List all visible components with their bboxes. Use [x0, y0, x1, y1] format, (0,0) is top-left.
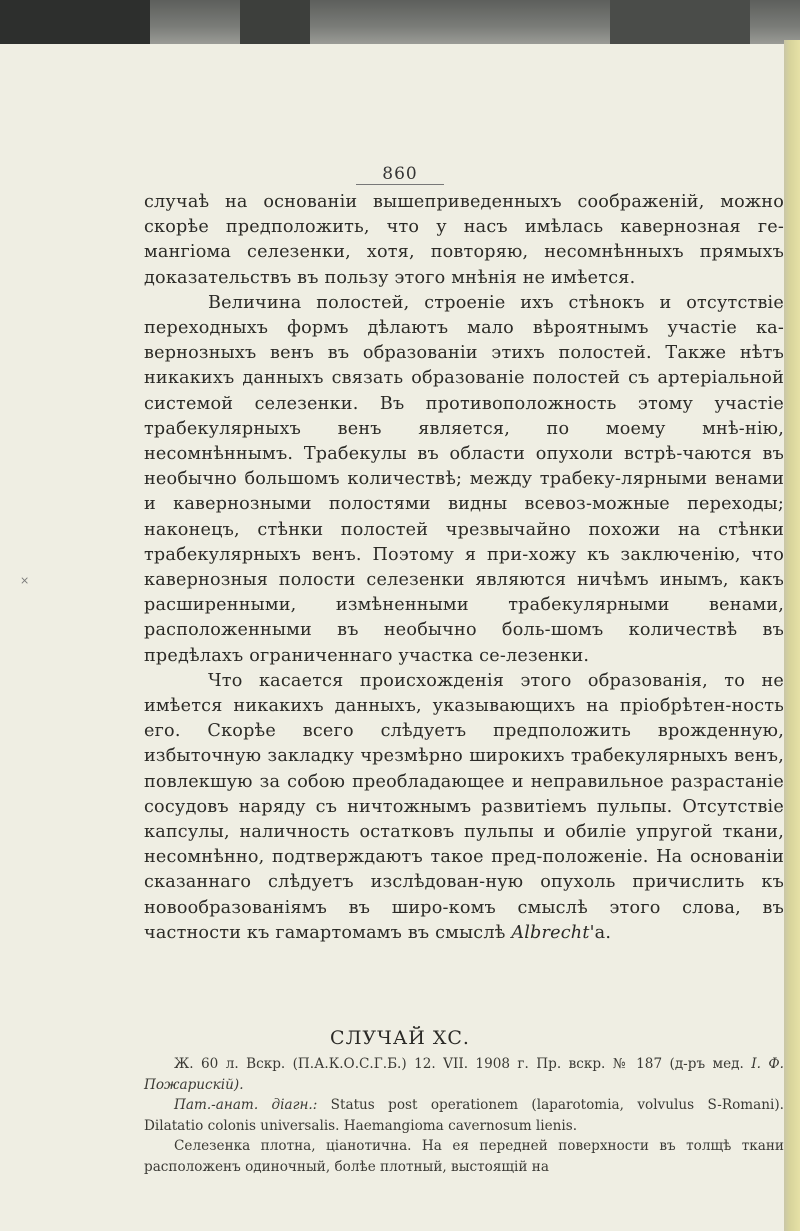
page-number-rule: [356, 184, 444, 185]
case-doctor: І. Ф. Пожарискій).: [144, 1056, 784, 1093]
author-name: Albrecht: [511, 922, 590, 943]
author-suffix: 'а.: [589, 922, 612, 943]
page-number: 860: [382, 164, 418, 184]
body-text: [144, 190, 784, 946]
scan-top-border: [0, 0, 800, 44]
scan-dark-edge: [610, 0, 750, 44]
case-line: Селезенка плотна, ціанотична. На ея передней поверхности въ толщѣ ткани расположенъ одиночный, болѣе плотный, выстоящій на: [144, 1138, 784, 1175]
scan-dark-edge: [240, 0, 310, 44]
case-header: Ж. 60 л. Вскр. (П.А.К.О.С.Г.Б.) 12. VII. 1908 г. Пр. вскр. № 187 (д-ръ мед.: [174, 1056, 744, 1072]
paragraph-end: смыслѣ: [435, 922, 512, 943]
case-line: [144, 1095, 784, 1136]
paragraph: [144, 669, 784, 946]
page-edge: [784, 40, 800, 1231]
paragraph-text: Что касается происхожденія этого образованія, то не имѣется никакихъ данныхъ, указывающихъ на пріобрѣтен-ность его. Скорѣе всего слѣдуетъ предположить врожденную, избыточную закладку чрезмѣрно широкихъ трабекулярныхъ венъ, повлекшую за собою преобладающее и неправильное разрастаніе сосудовъ наряду съ ничтожнымъ развитіемъ пульпы. Отсутствіе капсулы, наличность остатковъ пульпы и обиліе упругой ткани, несомнѣнно, подтверждаютъ такое пред-положеніе. На основаніи сказаннаго слѣдуетъ изслѣдован-ную опухоль причислить къ новообразованіямъ въ широ-комъ смыслѣ этого слова, въ частности къ гамартомамъ въ: [144, 670, 784, 943]
case-line: [144, 1054, 784, 1095]
diagnosis-text: Status post operationem (laparotomia, volvulus S-Romani). Dilatatio colonis universalis. Haemangioma cavernosum lienis.: [144, 1097, 784, 1134]
paragraph: Величина полостей, строеніе ихъ стѣнокъ и отсутствіе переходныхъ формъ дѣлаютъ мало вѣроятнымъ участіе ка-вернозныхъ венъ въ образованіи этихъ полостей. Также нѣтъ никакихъ данныхъ связать образованіе полостей съ артеріальной системой селезенки. Въ противоположность этому участіе трабекулярныхъ венъ является, по моему мнѣ-нію, несомнѣннымъ. Трабекулы въ области опухоли встрѣ-чаются въ необычно большомъ количествѣ; между трабеку-лярными венами и кавернозными полостями видны всевоз-можные переходы; наконецъ, стѣнки полостей чрезвычайно похожи на стѣнки трабекулярныхъ венъ. Поэтому я при-хожу къ заключенію, что кавернозныя полости селезенки являются ничѣмъ инымъ, какъ расширенными, измѣненными трабекулярными венами, расположенными въ необычно боль-шомъ количествѣ въ предѣлахъ ограниченнаго участка се-лезенки.: [144, 292, 784, 666]
paragraph: случаѣ на основаніи вышеприведенныхъ соображеній, можно скорѣе предположить, что у насъ имѣлась кавернозная ге-мангіома селезенки, хотя, повторяю, несомнѣнныхъ прямыхъ доказательствъ въ пользу этого мнѣнія не имѣется.: [144, 192, 784, 288]
case-record: [144, 1054, 784, 1178]
scan-dark-edge: [0, 0, 150, 44]
margin-mark: ×: [20, 574, 30, 587]
case-heading: СЛУЧАЙ ХС.: [330, 1027, 470, 1049]
diagnosis-label: Пат.-анат. діагн.:: [174, 1097, 318, 1114]
